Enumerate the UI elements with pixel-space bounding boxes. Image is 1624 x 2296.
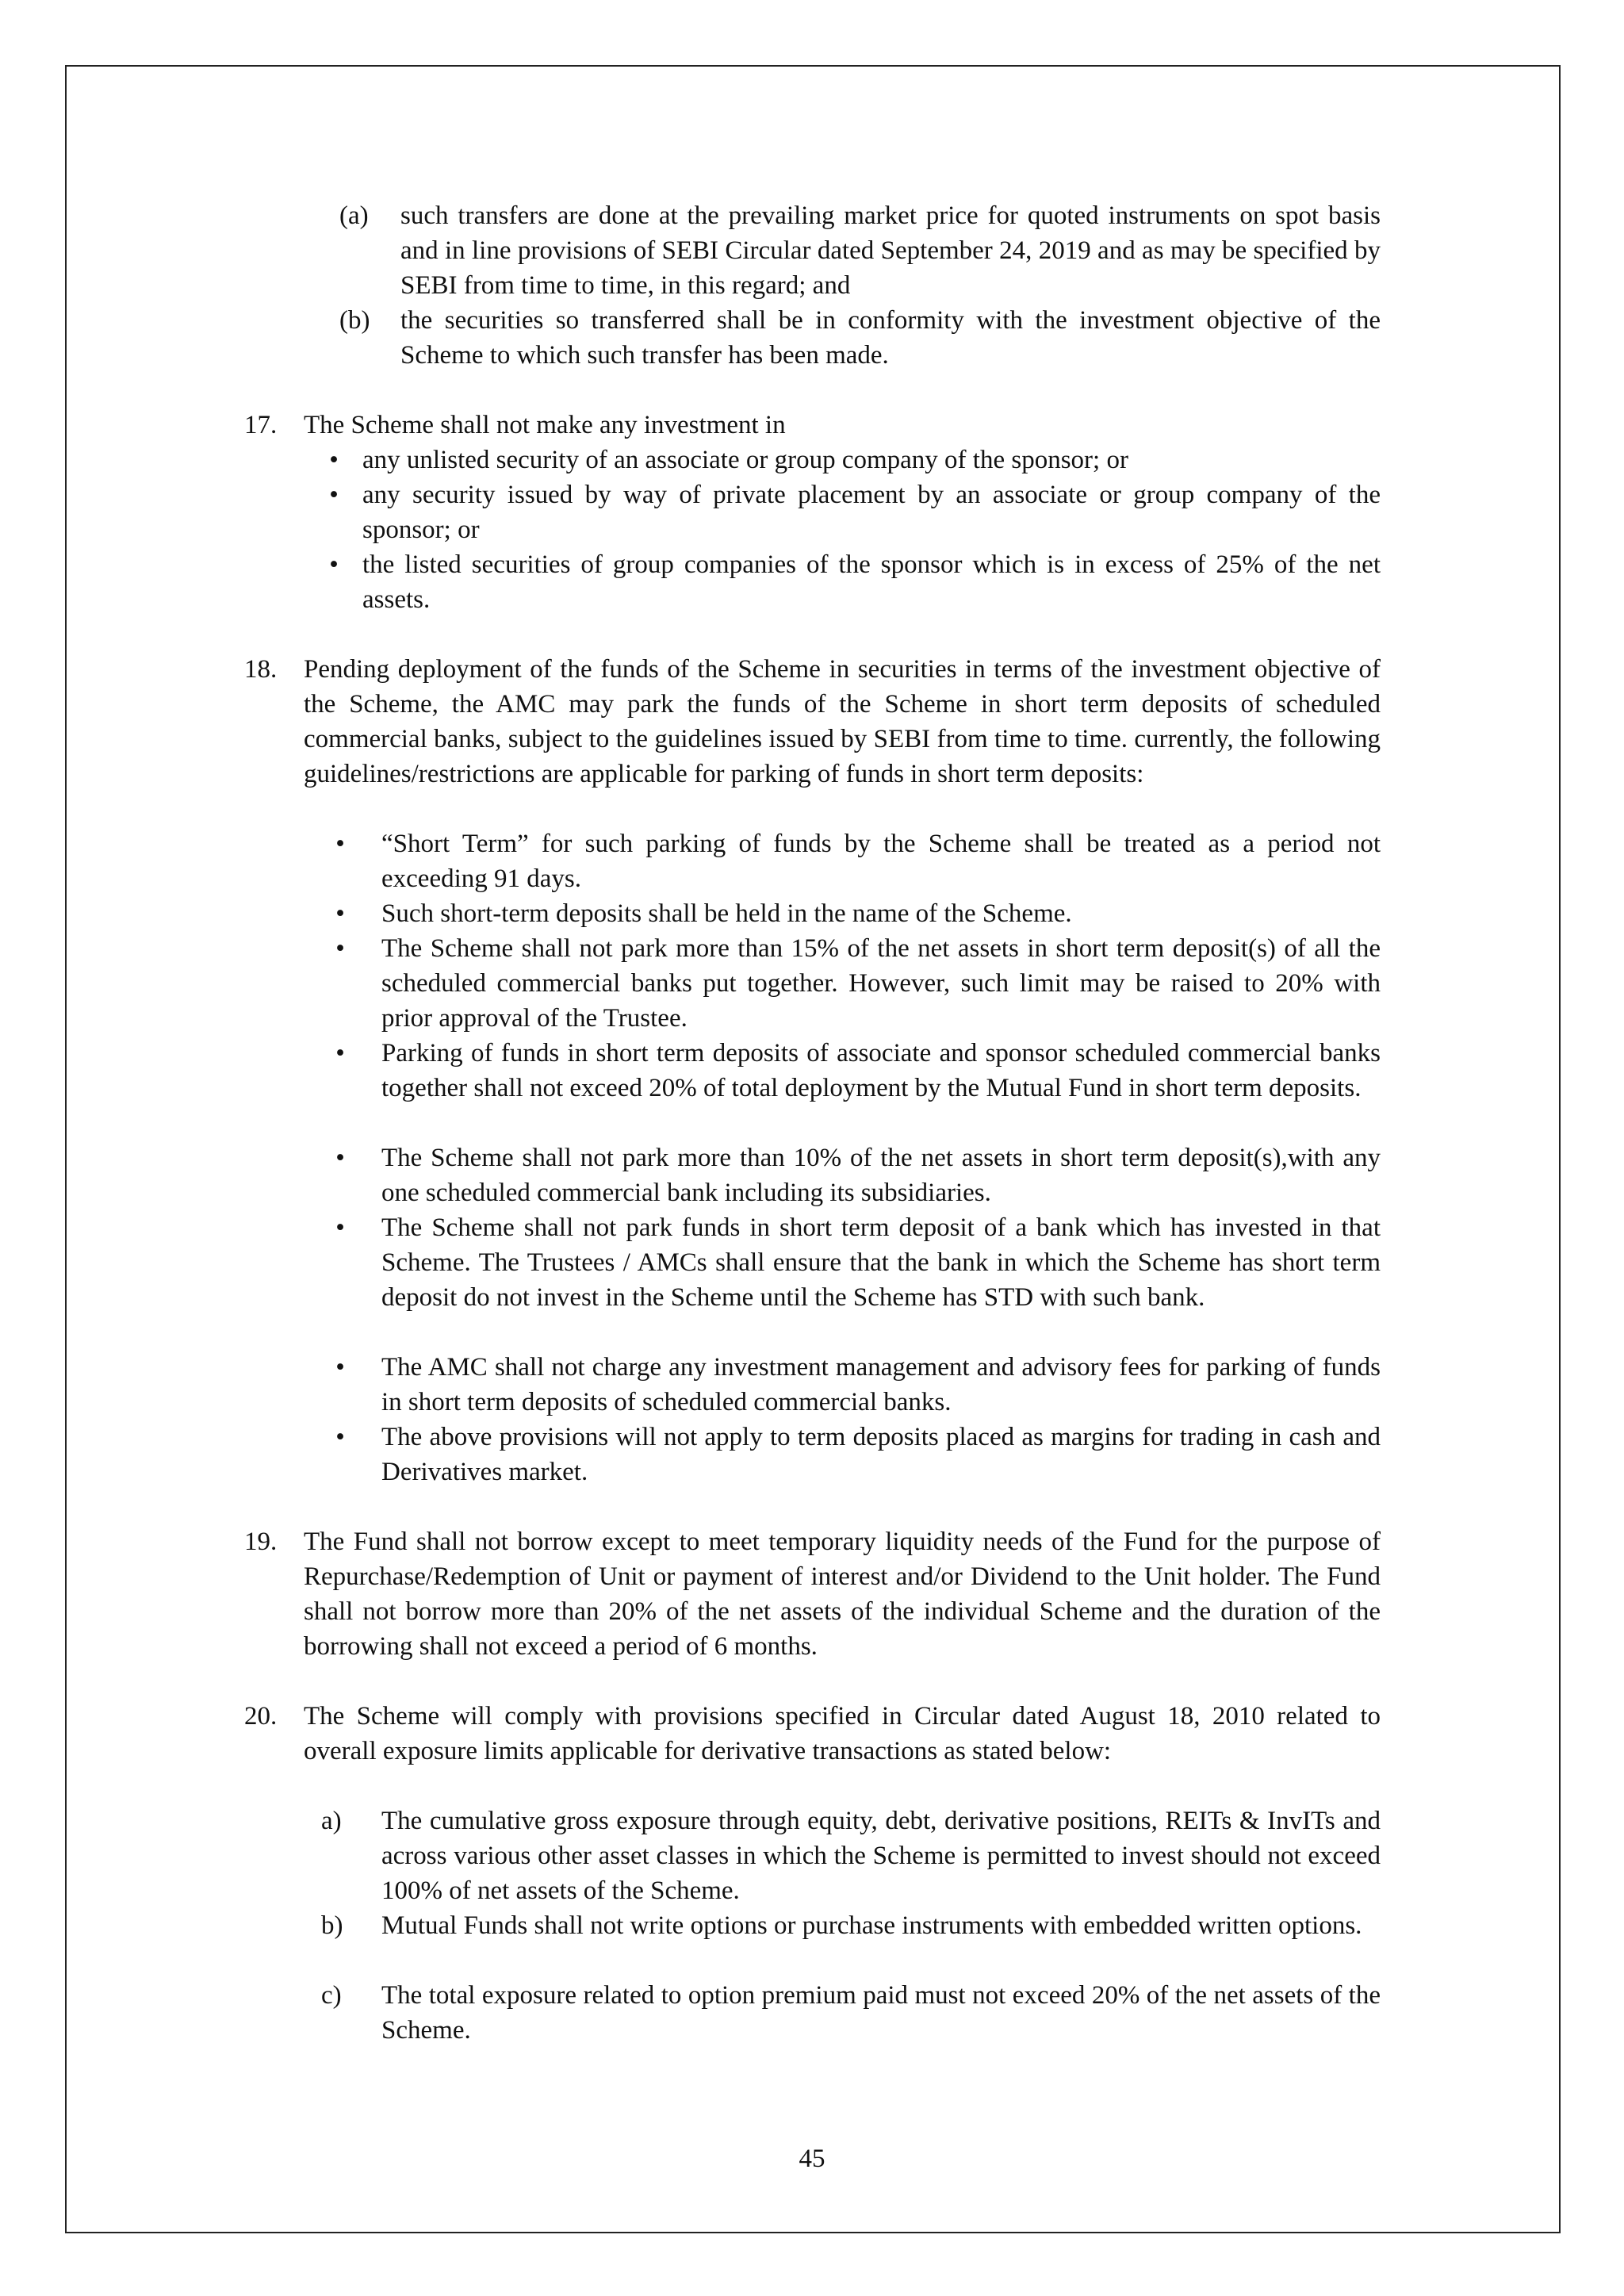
bullet-text: The AMC shall not charge any investment management and advisory fees for parking of funds in short term deposits of scheduled commercial banks. (381, 1353, 1381, 1416)
bullet-icon: • (329, 446, 339, 474)
bullet-icon: • (329, 550, 339, 579)
bullet-text: “Short Term” for such parking of funds by the Scheme shall be treated as a period not exceeding 91 days. (381, 830, 1381, 893)
bullet-icon: • (335, 934, 345, 963)
item-text: The Scheme shall not make any investment in (304, 411, 786, 439)
bullet-text: The above provisions will not apply to term deposits placed as margins for trading in cash and Derivatives market. (381, 1423, 1381, 1486)
item-text: The cumulative gross exposure through equity, debt, derivative positions, REITs & InvITs and across various other asset classes in which the Scheme is permitted to invest should not exceed 100% of net assets of the Scheme. (381, 1807, 1381, 1905)
bullet-text: The Scheme shall not park funds in short term deposit of a bank which has invested in that Scheme. The Trustees / AMCs shall ensure that the bank in which the Scheme has short term deposit do not invest in the Scheme until the Scheme has STD with such bank. (381, 1213, 1381, 1312)
item-label: b) (321, 1911, 343, 1940)
bullet-icon: • (335, 1353, 345, 1382)
bullet-text: any unlisted security of an associate or group company of the sponsor; or (362, 446, 1128, 474)
item-number: 19. (244, 1527, 278, 1556)
item-text: The Fund shall not borrow except to meet temporary liquidity needs of the Fund for the purpose of Repurchase/Redemption of Unit or payment of interest and/or Dividend to the Unit holder. The Fund shall not borrow more than 20% of the net assets of the individual Scheme and the duration of the borrowing shall not exceed a period of 6 months. (304, 1527, 1381, 1661)
bullet-icon: • (329, 481, 339, 509)
bullet-icon: • (335, 1144, 345, 1172)
bullet-text: The Scheme shall not park more than 10% of the net assets in short term deposit(s),with any one scheduled commercial bank including its subsidiaries. (381, 1144, 1381, 1207)
bullet-icon: • (335, 1423, 345, 1451)
item-label: c) (321, 1981, 342, 2010)
bullet-icon: • (335, 830, 345, 858)
item-number: 17. (244, 411, 278, 439)
bullet-icon: • (335, 1039, 345, 1068)
item-text: the securities so transferred shall be in conformity with the investment objective of the Scheme to which such transfer has been made. (400, 306, 1381, 370)
item-text: The Scheme will comply with provisions specified in Circular dated August 18, 2010 related to overall exposure limits applicable for derivative transactions as stated below: (304, 1702, 1381, 1765)
item-label: (b) (339, 306, 370, 335)
bullet-text: Parking of funds in short term deposits of associate and sponsor scheduled commercial banks together shall not exceed 20% of total deployment by the Mutual Fund in short term deposits. (381, 1039, 1381, 1102)
item-text: Pending deployment of the funds of the Scheme in securities in terms of the investment objective of the Scheme, the AMC may park the funds of the Scheme in short term deposits of scheduled commercial banks, subject to the guidelines issued by SEBI from time to time. currently, the following guidelines/restrictions are applicable for parking of funds in short term deposits: (304, 655, 1381, 788)
item-text: The total exposure related to option premium paid must not exceed 20% of the net assets of the Scheme. (381, 1981, 1381, 2045)
item-label: a) (321, 1807, 342, 1835)
item-number: 18. (244, 655, 278, 684)
bullet-icon: • (335, 1213, 345, 1242)
page-number: 45 (799, 2145, 825, 2173)
bullet-text: any security issued by way of private placement by an associate or group company of the sponsor; or (362, 481, 1381, 544)
bullet-text: the listed securities of group companies of the sponsor which is in excess of 25% of the net assets. (362, 550, 1381, 614)
item-text: such transfers are done at the prevailing market price for quoted instruments on spot basis and in line provisions of SEBI Circular dated September 24, 2019 and as may be specified by SEBI from time to time, in this regard; and (400, 201, 1381, 300)
bullet-text: Such short-term deposits shall be held in the name of the Scheme. (381, 899, 1072, 928)
bullet-text: The Scheme shall not park more than 15% of the net assets in short term deposit(s) of all the scheduled commercial banks put together. However, such limit may be raised to 20% with prior approval of the Trustee. (381, 934, 1381, 1033)
item-number: 20. (244, 1702, 278, 1731)
item-label: (a) (339, 201, 369, 230)
bullet-icon: • (335, 899, 345, 928)
item-text: Mutual Funds shall not write options or purchase instruments with embedded written options. (381, 1911, 1362, 1940)
